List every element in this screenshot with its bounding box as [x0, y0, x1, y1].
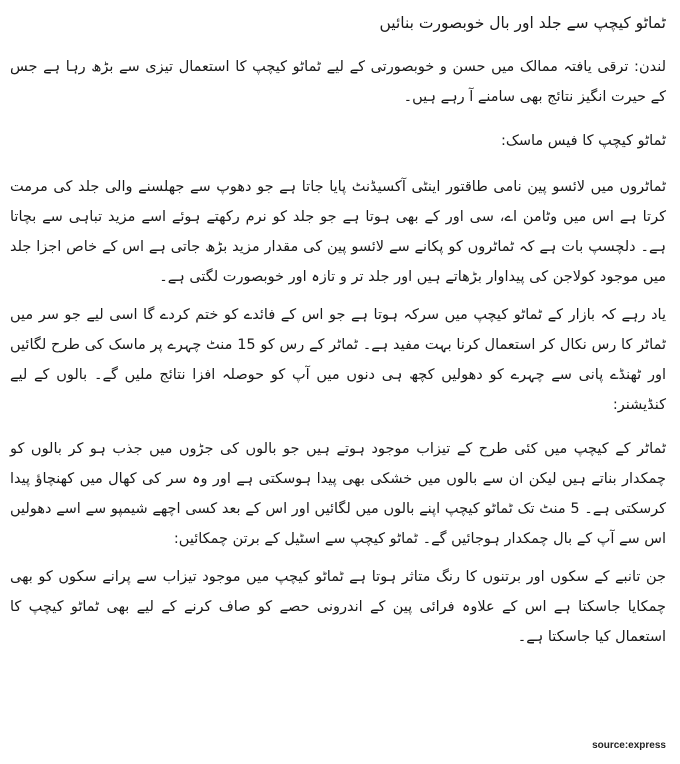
face-mask-paragraph-2: یاد رہے کہ بازار کے ٹماٹو کیچپ میں سرکہ ہوتا ہے جو اس کے فائدے کو ختم کردے گا اسی لیے جو سر میں ٹماٹر کا رس نکال کر استعمال کرنا بہت مفید ہے۔ ٹماٹر کے رس کو 15 منٹ چہرے پر ماسک کی طرح لگائیں اور ٹھنڈے پانی سے چہرے کو دھولیں کچھ ہی دنوں میں آپ کو حوصلہ افزا نتائج ملیں گے۔ بالوں کے لیے کنڈیشنر:	[10, 307, 667, 413]
article-intro: لندن: ترقی یافتہ ممالک میں حسن و خوبصورتی کے لیے ٹماٹو کیچپ کا استعمال تیزی سے بڑھ رہا ہے جس کے حیرت انگیز نتائج بھی سامنے آ رہے ہیں۔	[10, 59, 666, 105]
source-credit: source:express	[592, 740, 666, 751]
face-mask-paragraph-1: ٹماٹروں میں لائسو پین نامی طاقتور اینٹی آکسیڈنٹ پایا جاتا ہے جو دھوپ سے جھلسنے والی جلد کی مرمت کرتا ہے اس میں وٹامن اے، سی اور کے بھی ہوتا ہے جو جلد کو نرم رکھتے ہوئے اسے مزید تباہی سے بچاتا ہے۔ دلچسپ بات ہے کہ ٹماٹروں کو پکانے سے لائسو پین کی مقدار مزید بڑھ جاتی ہے اس کے خاص اجزا جلد میں موجود کولاجن کی پیداوار بڑھاتے ہیں اور جلد تر و تازہ اور خوبصورت لگتی ہے۔	[10, 179, 666, 285]
article-title: ٹماٹو کیچپ سے جلد اور بال خوبصورت بنائیں	[379, 14, 666, 32]
section-heading-face-mask: ٹماٹو کیچپ کا فیس ماسک:	[501, 133, 666, 149]
hair-conditioner-paragraph: ٹماٹر کے کیچپ میں کئی طرح کے تیزاب موجود ہوتے ہیں جو بالوں کی جڑوں میں جذب ہو کر بالوں کو چمکدار بناتے ہیں لیکن ان سے بالوں میں خشکی بھی پیدا ہوسکتی ہے اور وہ سر کی کھال میں کھنچاؤ پیدا کرسکتی ہے۔ 5 منٹ تک ٹماٹو کیچپ اپنے بالوں میں لگائیں اور اس کے بعد کسی اچھے شیمپو سے اسے دھولیں اس سے آپ کے بال چمکدار ہوجائیں گے۔ ٹماٹو کیچپ سے اسٹیل کے برتن چمکائیں:	[10, 441, 667, 547]
utensil-cleaning-paragraph: جن تانبے کے سکوں اور برتنوں کا رنگ متاثر ہوتا ہے ٹماٹو کیچپ میں موجود تیزاب سے پرانے سکوں کو بھی چمکایا جاسکتا ہے اس کے علاوہ فرائی پین کے اندرونی حصے کو صاف کرنے کے لیے بھی ٹماٹو کیچپ کا استعمال کیا جاسکتا ہے۔	[10, 569, 666, 645]
